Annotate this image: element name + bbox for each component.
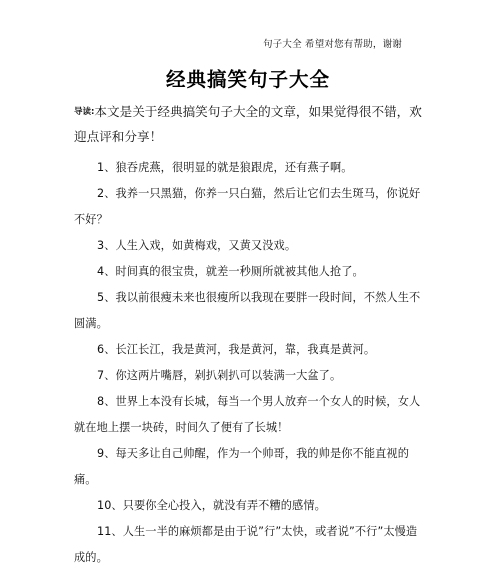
list-item: 8、世界上本没有长城，每当一个男人放弃一个女人的时候，女人就在地上摆一块砖，时间久了便有了长城！ bbox=[74, 395, 421, 434]
header-note: 句子大全 希望对您有帮助，谢谢 bbox=[262, 39, 402, 50]
list-item: 6、长江长江，我是黄河，我是黄河，靠，我真是黄河。 bbox=[97, 343, 376, 356]
list-item: 4、时间真的很宝贵，就差一秒厕所就被其他人抢了。 bbox=[97, 265, 364, 278]
list-item: 7、你这两片嘴唇，剁扒剁扒可以装满一大盆了。 bbox=[97, 369, 342, 382]
list-item: 10、只要你全心投入，就没有弄不糟的感情。 bbox=[97, 499, 326, 512]
list-item: 11、人生一半的麻烦都是由于说”行”太快，或者说”不行”太慢造成的。 bbox=[74, 525, 418, 564]
intro-text: 本文是关于经典搞笑句子大全的文章，如果觉得很不错，欢迎点评和分享！ bbox=[74, 104, 422, 144]
intro-lead-label: 导读: bbox=[74, 107, 95, 117]
page-title: 经典搞笑句子大全 bbox=[165, 68, 330, 91]
list-item: 2、我养一只黑猫，你养一只白猫，然后让它们去生斑马，你说好不好？ bbox=[74, 187, 421, 226]
list-item: 9、每天多让自己帅醒，作为一个帅哥，我的帅是你不能直视的痛。 bbox=[74, 447, 409, 486]
intro-paragraph bbox=[74, 100, 428, 149]
list-item: 3、人生入戏，如黄梅戏，又黄又没戏。 bbox=[97, 239, 297, 252]
list-item: 5、我以前很瘦未来也很瘦所以我现在要胖一段时间，不然人生不圆满。 bbox=[74, 291, 421, 330]
article-body bbox=[74, 100, 428, 571]
list-item: 1、狼吞虎燕，很明显的就是狼跟虎，还有燕子啊。 bbox=[97, 161, 353, 174]
